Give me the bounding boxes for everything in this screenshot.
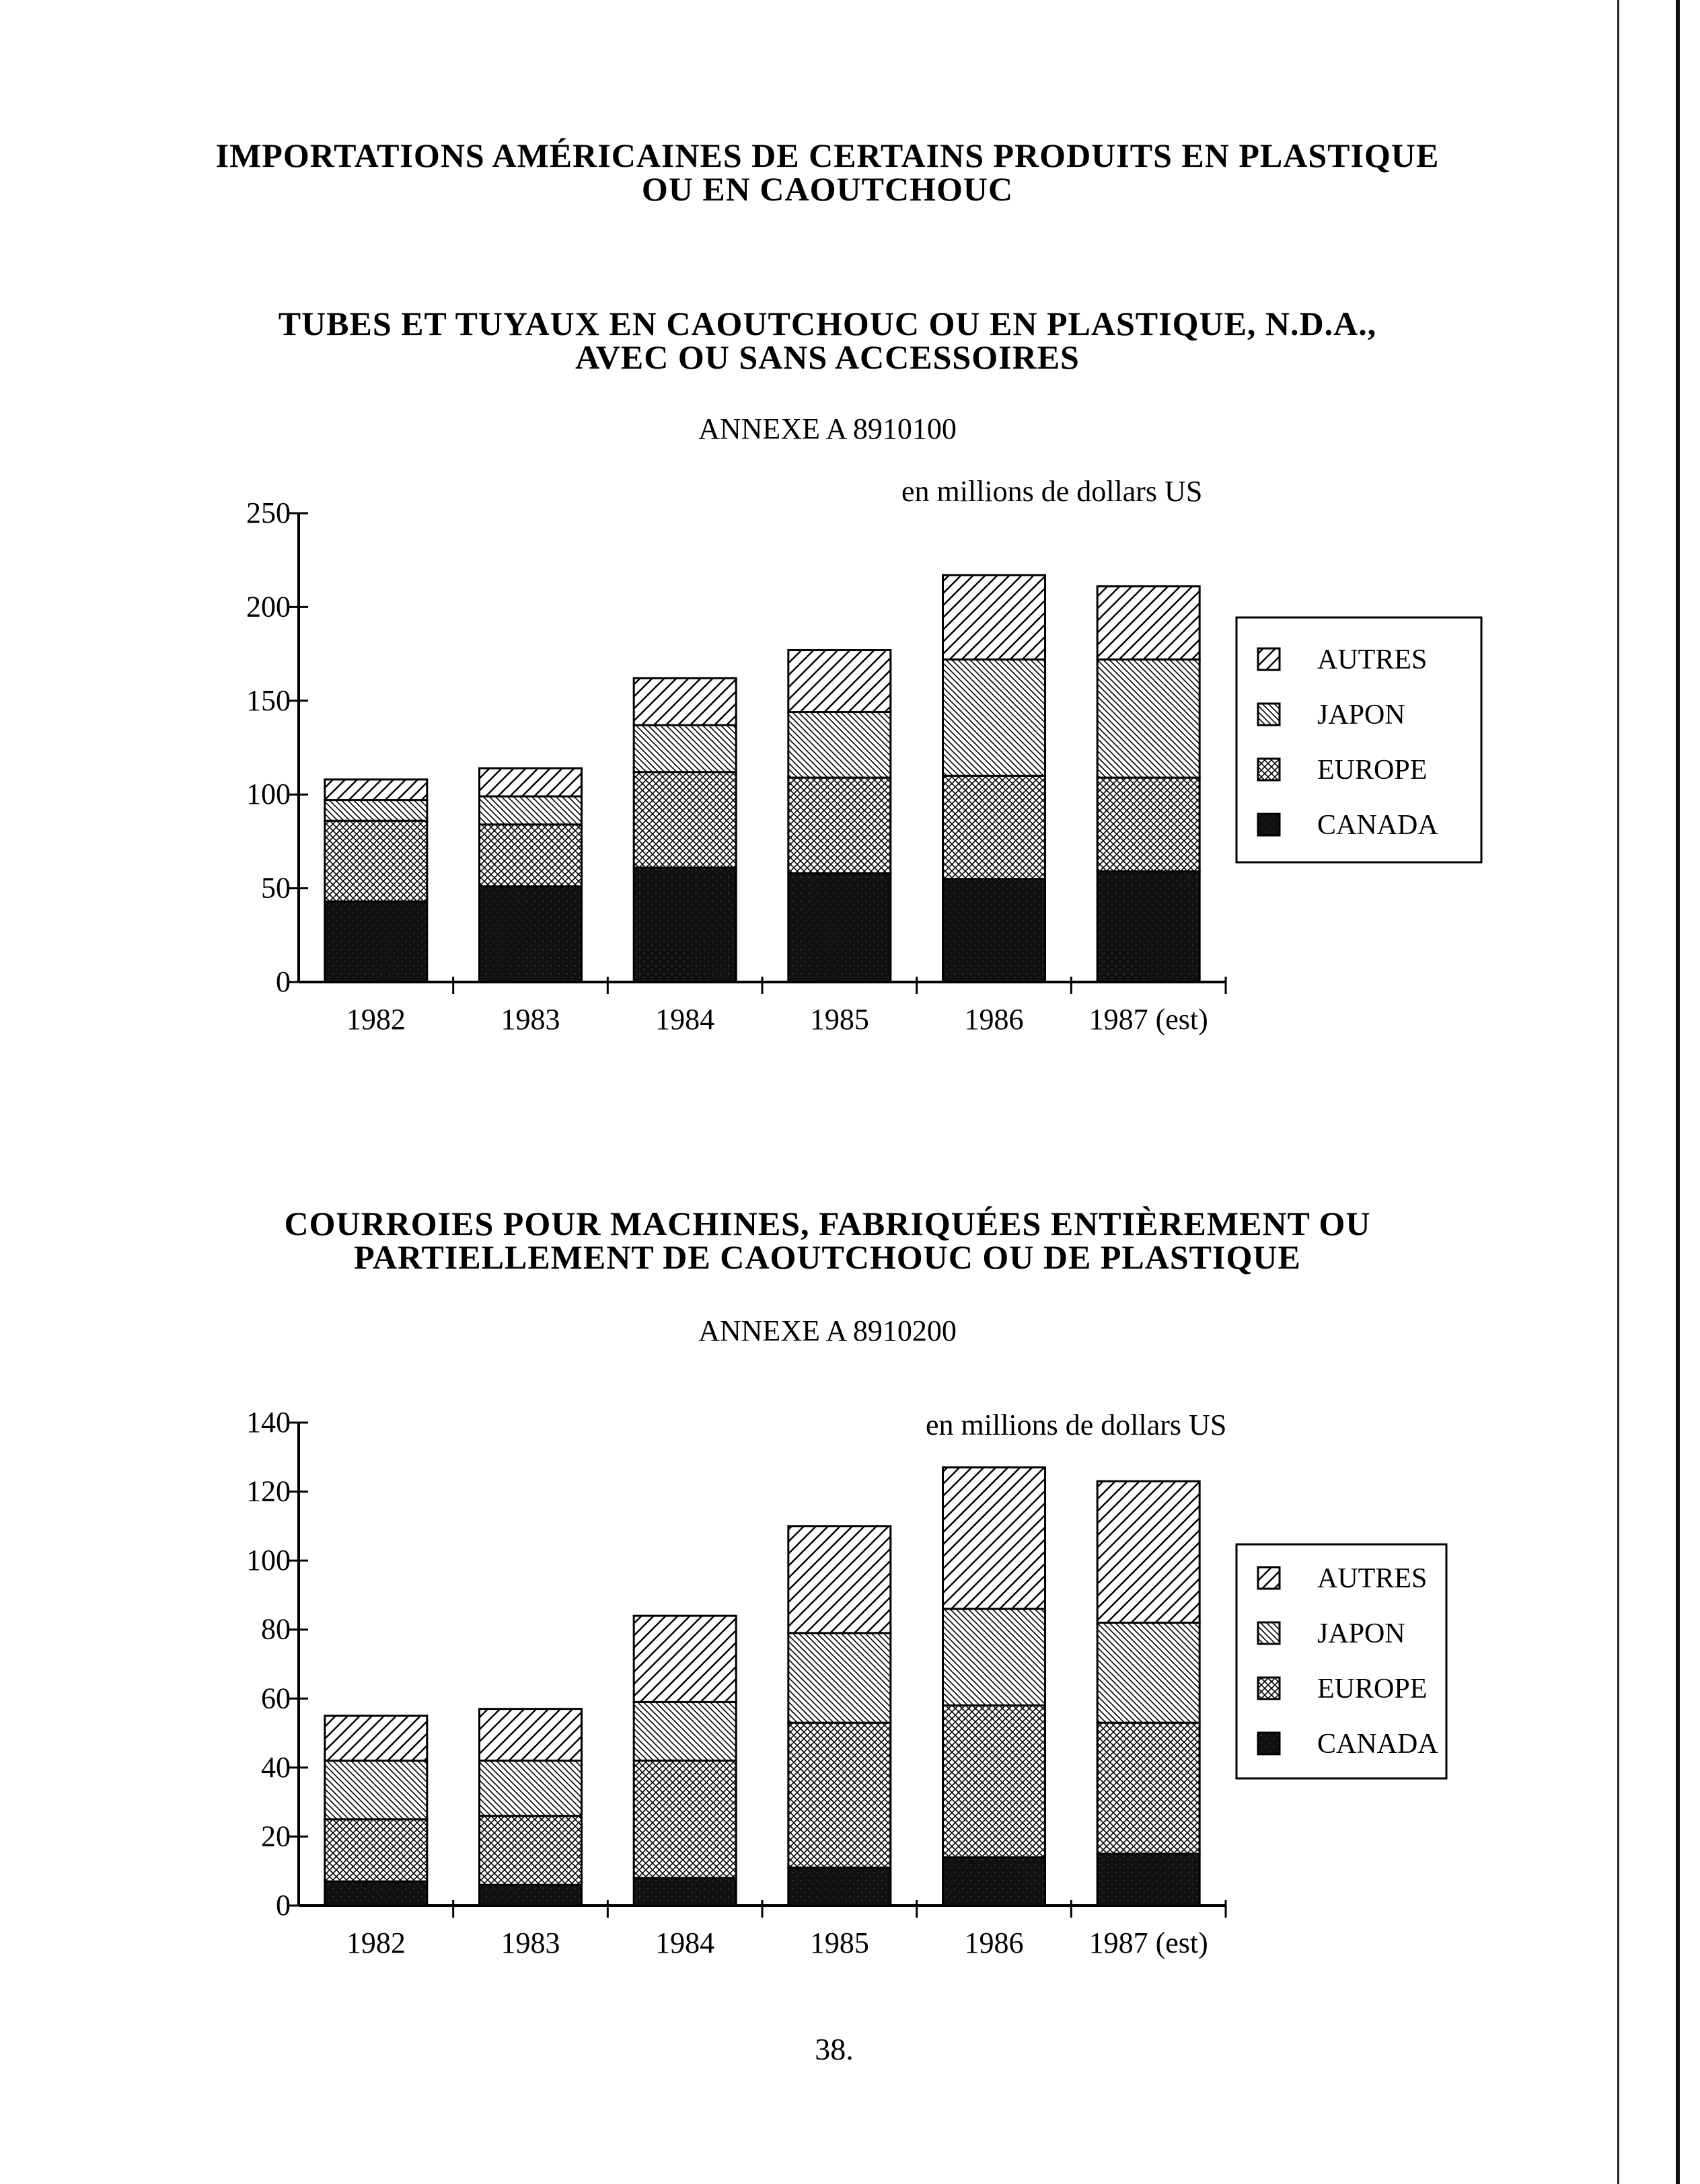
x-tick-label: 1985 [809, 1003, 869, 1036]
chart1-unit-label: en millions de dollars US [901, 475, 1203, 508]
y-tick-label: 60 [261, 1682, 291, 1715]
bar-segment-canada-1984 [634, 868, 736, 982]
y-tick-label: 0 [276, 965, 291, 998]
bar-segment-europe-1987 [1097, 1723, 1199, 1854]
y-tick-label: 250 [246, 496, 291, 529]
x-tick-label: 1985 [809, 1926, 869, 1959]
bar-segment-autres-1984 [634, 1616, 736, 1702]
bars [325, 1468, 1199, 1906]
x-tick-label: 1987 (est) [1088, 1926, 1208, 1959]
y-tick-label: 200 [246, 590, 291, 624]
x-tick-label: 1982 [346, 1003, 406, 1036]
legend-swatch-europe [1258, 759, 1280, 780]
bar-segment-japon-1984 [634, 725, 736, 772]
bar-segment-europe-1985 [788, 1723, 891, 1867]
bar-segment-autres-1986 [943, 1468, 1045, 1609]
y-tick-label: 40 [261, 1750, 291, 1784]
bar-segment-japon-1983 [480, 1761, 582, 1816]
bar-segment-canada-1982 [325, 901, 427, 982]
bar-segment-autres-1985 [788, 1526, 891, 1633]
chart-tubes-tuyaux [0, 471, 1547, 1076]
bar-segment-canada-1986 [943, 1857, 1045, 1906]
y-tick-label: 0 [276, 1889, 291, 1922]
y-tick-label: 100 [246, 778, 291, 811]
legend-label-europe: EUROPE [1317, 1673, 1428, 1704]
main-title-line-2: OU EN CAOUTCHOUC [641, 170, 1014, 208]
bar-segment-autres-1987 [1097, 587, 1199, 660]
legend-swatch-autres [1258, 648, 1280, 670]
bar-segment-europe-1984 [634, 772, 736, 868]
chart2-annex-label: ANNEXE A 8910200 [698, 1314, 957, 1347]
y-tick-label: 120 [246, 1474, 291, 1508]
chart2-unit-label: en millions de dollars US [926, 1408, 1227, 1441]
bar-segment-europe-1984 [634, 1761, 736, 1878]
chart-courroies [0, 1386, 1547, 1957]
bar-segment-autres-1987 [1097, 1481, 1199, 1622]
y-tick-label: 140 [246, 1406, 291, 1439]
legend [1236, 1544, 1446, 1778]
x-tick-label: 1982 [346, 1926, 406, 1959]
bar-segment-europe-1983 [480, 825, 582, 887]
bar-segment-japon-1986 [943, 659, 1045, 776]
legend-swatch-canada [1258, 1733, 1280, 1754]
bar-segment-japon-1985 [788, 712, 891, 778]
y-tick-label: 150 [246, 683, 291, 717]
bar-segment-japon-1983 [480, 796, 582, 825]
main-title-line-1: IMPORTATIONS AMÉRICAINES DE CERTAINS PRODUITS EN PLASTIQUE [215, 137, 1440, 174]
legend-label-japon: JAPON [1317, 1618, 1405, 1649]
chart1-annex-label: ANNEXE A 8910100 [698, 412, 957, 445]
bar-segment-canada-1987 [1097, 1854, 1199, 1906]
bar-segment-autres-1982 [325, 780, 427, 800]
legend-swatch-japon [1258, 1622, 1280, 1644]
bar-segment-autres-1983 [480, 768, 582, 796]
bar-segment-europe-1986 [943, 1706, 1045, 1858]
bar-segment-canada-1986 [943, 879, 1045, 982]
legend-label-autres: AUTRES [1317, 1563, 1428, 1594]
bar-segment-canada-1983 [480, 887, 582, 982]
x-tick-label: 1983 [501, 1926, 560, 1959]
bar-segment-japon-1986 [943, 1609, 1045, 1706]
x-tick-label: 1986 [964, 1926, 1024, 1959]
legend-label-europe: EUROPE [1317, 755, 1428, 786]
y-tick-label: 20 [261, 1819, 291, 1853]
bar-segment-europe-1985 [788, 778, 891, 873]
bar-segment-japon-1982 [325, 1761, 427, 1819]
bar-segment-japon-1987 [1097, 1622, 1199, 1723]
legend-swatch-autres [1258, 1567, 1280, 1589]
page-edge-line [1617, 0, 1619, 2184]
page-binding-edge [1676, 0, 1700, 2184]
bar-segment-japon-1987 [1097, 659, 1199, 778]
legend-label-japon: JAPON [1317, 700, 1405, 730]
y-tick-label: 100 [246, 1544, 291, 1577]
x-tick-label: 1986 [964, 1003, 1024, 1036]
bar-segment-japon-1984 [634, 1702, 736, 1760]
bars [325, 575, 1199, 982]
chart1-title-line-1: TUBES ET TUYAUX EN CAOUTCHOUC OU EN PLASTIQUE, N.D.A., [278, 305, 1377, 342]
legend-label-canada: CANADA [1317, 810, 1438, 841]
bar-segment-canada-1985 [788, 873, 891, 982]
chart1-title-line-2: AVEC OU SANS ACCESSOIRES [575, 338, 1080, 376]
bar-segment-autres-1982 [325, 1716, 427, 1761]
legend-swatch-europe [1258, 1678, 1280, 1699]
chart2-title-line-1: COURROIES POUR MACHINES, FABRIQUÉES ENTIÈREMENT OU [284, 1205, 1371, 1242]
legend-swatch-canada [1258, 814, 1280, 835]
legend-swatch-japon [1258, 704, 1280, 725]
x-tick-label: 1987 (est) [1088, 1003, 1208, 1036]
x-tick-label: 1984 [655, 1003, 715, 1036]
bar-segment-canada-1987 [1097, 872, 1199, 982]
legend-label-canada: CANADA [1317, 1729, 1438, 1760]
legend [1236, 617, 1481, 862]
bar-segment-europe-1983 [480, 1816, 582, 1885]
page-number: 38. [815, 2032, 854, 2066]
bar-segment-autres-1984 [634, 678, 736, 725]
bar-segment-canada-1982 [325, 1881, 427, 1906]
bar-segment-canada-1984 [634, 1878, 736, 1906]
bar-segment-japon-1982 [325, 800, 427, 821]
bar-segment-japon-1985 [788, 1633, 891, 1723]
chart2-title-line-2: PARTIELLEMENT DE CAOUTCHOUC OU DE PLASTIQUE [354, 1238, 1301, 1276]
bar-segment-autres-1985 [788, 650, 891, 712]
x-tick-label: 1983 [501, 1003, 560, 1036]
bar-segment-autres-1983 [480, 1709, 582, 1761]
legend-label-autres: AUTRES [1317, 644, 1428, 675]
bar-segment-canada-1983 [480, 1885, 582, 1906]
bar-segment-europe-1982 [325, 1819, 427, 1881]
bar-segment-europe-1987 [1097, 778, 1199, 871]
bar-segment-autres-1986 [943, 575, 1045, 659]
x-tick-label: 1984 [655, 1926, 715, 1959]
y-tick-label: 50 [261, 871, 291, 905]
y-tick-label: 80 [261, 1612, 291, 1646]
bar-segment-canada-1985 [788, 1868, 891, 1906]
bar-segment-europe-1982 [325, 821, 427, 901]
bar-segment-europe-1986 [943, 776, 1045, 878]
